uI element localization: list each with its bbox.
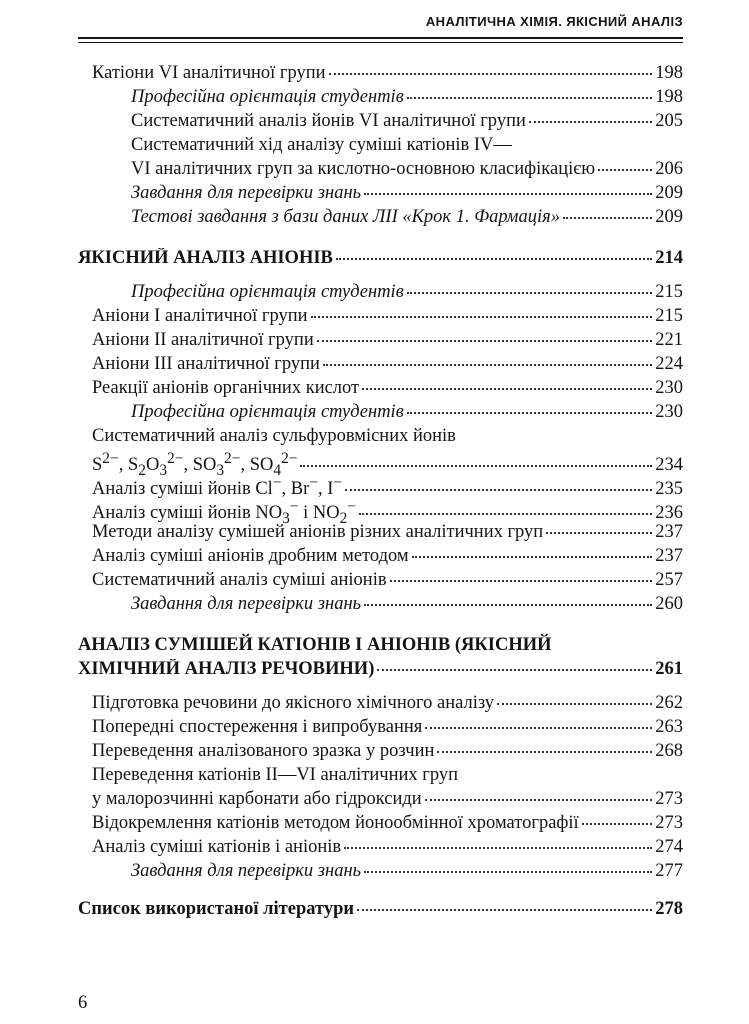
toc-entry-title: Завдання для перевірки знань: [131, 183, 362, 203]
toc-page-number: 230: [655, 402, 683, 422]
toc-page-number: 260: [655, 594, 683, 614]
toc-page-number: 230: [655, 378, 683, 398]
toc-entry-title: Аналіз суміші катіонів і аніонів: [92, 837, 342, 857]
toc-page-number: 215: [655, 282, 683, 302]
toc-page-number: 268: [655, 741, 683, 761]
toc-leader-dots: [412, 555, 653, 558]
toc-page-number: 273: [655, 813, 683, 833]
toc-section-cation-anion-mixtures[interactable]: [78, 659, 683, 683]
table-of-contents: [78, 63, 683, 923]
toc-page-number: 261: [655, 659, 683, 679]
toc-entry-title: у малорозчинні карбонати або гідроксиди: [92, 789, 422, 809]
toc-page-number: 273: [655, 789, 683, 809]
toc-entry-professional-orientation[interactable]: [78, 282, 683, 306]
toc-entry-title: Катіони VI аналітичної групи: [92, 63, 326, 83]
toc-entry-ion-exchange[interactable]: [78, 813, 683, 837]
page-number: 6: [78, 993, 88, 1013]
toc-page-number: 237: [655, 522, 683, 542]
toc-leader-dots: [317, 339, 653, 342]
toc-page-number: 277: [655, 861, 683, 881]
toc-entry-title: Попередні спостереження і випробування: [92, 717, 423, 737]
toc-page-number: 209: [655, 207, 683, 227]
toc-leader-dots: [529, 120, 652, 123]
toc-entry-title: Завдання для перевірки знань: [131, 861, 362, 881]
toc-leader-dots: [323, 363, 652, 366]
toc-entry-title: Професійна орієнтація студентів: [131, 282, 404, 302]
toc-leader-dots: [390, 579, 653, 582]
toc-entry-anions-group-3[interactable]: [78, 354, 683, 378]
toc-entry-sulfur-ions-line1[interactable]: Систематичний аналіз сульфуровмісних йонів: [92, 426, 456, 446]
toc-leader-dots: [598, 168, 652, 171]
toc-entry-title: Професійна орієнтація студентів: [131, 87, 404, 107]
toc-entry-organic-acid-anions[interactable]: [78, 378, 683, 402]
toc-entry-carbonates[interactable]: [78, 789, 683, 813]
toc-entry-title-formula: Аналіз суміші йонів Cl−, Br−, I−: [92, 474, 343, 500]
toc-leader-dots: [425, 798, 653, 801]
toc-entry-title: Переведення аналізованого зразка у розчин: [92, 741, 435, 761]
toc-leader-dots: [407, 96, 653, 99]
toc-leader-dots: [582, 822, 653, 825]
header-rule-thick: [78, 37, 683, 39]
running-head: АНАЛІТИЧНА ХІМІЯ. ЯКІСНИЙ АНАЛІЗ: [425, 14, 683, 29]
toc-entry-title-formula: Аналіз суміші йонів $NO_3^-$ і $NO_2^-$: [92, 498, 356, 527]
toc-section-cation-anion-mixtures-line1[interactable]: АНАЛІЗ СУМІШЕЙ КАТІОНІВ І АНІОНІВ (ЯКІСНИЙ: [78, 635, 552, 655]
toc-leader-dots: [345, 488, 652, 491]
toc-leader-dots: [407, 411, 653, 414]
toc-entry-nitrate-nitrite-ions[interactable]: [78, 498, 683, 527]
toc-entry-title: Аніони II аналітичної групи: [92, 330, 314, 350]
toc-entry-title: ХІМІЧНИЙ АНАЛІЗ РЕЧОВИНИ): [78, 659, 375, 679]
toc-entry-title: Список використаної літератури: [78, 899, 355, 919]
toc-page-number: 263: [655, 717, 683, 737]
toc-leader-dots: [364, 870, 652, 873]
toc-entry-title: Систематичний аналіз суміші аніонів: [92, 570, 387, 590]
toc-leader-dots: [497, 702, 652, 705]
toc-entry-preliminary-tests[interactable]: [78, 717, 683, 741]
toc-page-number: 224: [655, 354, 683, 374]
toc-leader-dots: [437, 750, 652, 753]
toc-page-number: 209: [655, 183, 683, 203]
toc-entry-fractional-method[interactable]: [78, 546, 683, 570]
toc-leader-dots: [364, 603, 652, 606]
toc-entry-title: Реакції аніонів органічних кислот: [92, 378, 360, 398]
toc-entry-title: Тестові завдання з бази даних ЛІІ «Крок 1. Фармація»: [131, 207, 560, 227]
toc-leader-dots: [546, 531, 652, 534]
toc-entry-title: Систематичний аналіз йонів VI аналітичної групи: [131, 111, 526, 131]
toc-page-number: 274: [655, 837, 683, 857]
toc-entry-halide-ions[interactable]: [78, 474, 683, 498]
toc-leader-dots: [359, 512, 652, 515]
toc-leader-dots: [336, 257, 652, 260]
toc-entry-title-formula: $S^{2-}$, $S_2O_3^{2-}$, $SO_3^{2-}$, $SO_4^{2-}$: [92, 450, 298, 479]
toc-page-number: 206: [655, 159, 683, 179]
toc-entry-title: Аніони I аналітичної групи: [92, 306, 308, 326]
toc-entry-title: VI аналітичних груп за кислотно-основною класифікацією: [131, 159, 596, 179]
toc-entry-anion-mixture-methods[interactable]: [78, 522, 683, 546]
toc-entry-title: Аналіз суміші аніонів дробним методом: [92, 546, 409, 566]
toc-entry-cations-group-6[interactable]: [78, 63, 683, 87]
toc-leader-dots: [344, 846, 652, 849]
toc-entry-title: Завдання для перевірки знань: [131, 594, 362, 614]
toc-page-number: 278: [655, 899, 683, 919]
toc-entry-anions-group-1[interactable]: [78, 306, 683, 330]
header-rule-thin: [78, 42, 683, 43]
toc-page-number: 257: [655, 570, 683, 590]
toc-entry-systematic-course[interactable]: [78, 159, 683, 183]
toc-entry-cation-anion-mixture[interactable]: [78, 837, 683, 861]
toc-entry-professional-orientation[interactable]: [78, 402, 683, 426]
toc-leader-dots: [329, 72, 653, 75]
toc-page-number: 215: [655, 306, 683, 326]
toc-entry-title: Підготовка речовини до якісного хімічного аналізу: [92, 693, 495, 713]
toc-page-number: 237: [655, 546, 683, 566]
toc-page-number: 198: [655, 87, 683, 107]
toc-entry-test-tasks[interactable]: [78, 207, 683, 231]
toc-page-number: 205: [655, 111, 683, 131]
toc-entry-title: Методи аналізу сумішей аніонів різних аналітичних груп: [92, 522, 544, 542]
toc-page-number: 198: [655, 63, 683, 83]
toc-entry-systematic-anion-analysis[interactable]: [78, 570, 683, 594]
toc-page-number: 235: [655, 479, 683, 500]
toc-leader-dots: [377, 668, 652, 671]
toc-entry-sample-preparation[interactable]: [78, 693, 683, 717]
toc-entry-title: Відокремлення катіонів методом йонообмінної хроматографії: [92, 813, 579, 833]
toc-entry-anions-group-2[interactable]: [78, 330, 683, 354]
toc-entry-title: Професійна орієнтація студентів: [131, 402, 404, 422]
toc-entry-review-tasks[interactable]: [78, 594, 683, 618]
toc-entry-systematic-analysis-group-6[interactable]: [78, 111, 683, 135]
toc-leader-dots: [300, 464, 652, 467]
toc-entry-review-tasks[interactable]: [78, 183, 683, 207]
toc-entry-carbonates-line1[interactable]: Переведення катіонів II—VI аналітичних груп: [92, 765, 459, 785]
toc-entry-title: ЯКІСНИЙ АНАЛІЗ АНІОНІВ: [78, 248, 333, 268]
toc-page-number: 221: [655, 330, 683, 350]
toc-leader-dots: [362, 387, 652, 390]
toc-entry-review-tasks[interactable]: [78, 861, 683, 885]
toc-leader-dots: [311, 315, 653, 318]
toc-section-anion-analysis[interactable]: [78, 248, 683, 272]
toc-page-number: 214: [655, 248, 683, 268]
toc-leader-dots: [364, 192, 652, 195]
toc-entry-sulfur-ions[interactable]: [78, 450, 683, 479]
toc-page-number: 236: [655, 503, 683, 524]
toc-entry-title: Аніони III аналітичної групи: [92, 354, 320, 374]
toc-entry-systematic-course-line1[interactable]: Систематичний хід аналізу суміші катіонів IV—: [131, 135, 512, 155]
toc-leader-dots: [425, 726, 652, 729]
toc-section-references[interactable]: [78, 899, 683, 923]
toc-leader-dots: [357, 908, 652, 911]
toc-entry-dissolving-sample[interactable]: [78, 741, 683, 765]
toc-page-number: 234: [655, 455, 683, 476]
toc-leader-dots: [407, 291, 653, 294]
toc-entry-professional-orientation[interactable]: [78, 87, 683, 111]
toc-page-number: 262: [655, 693, 683, 713]
toc-leader-dots: [563, 216, 652, 219]
